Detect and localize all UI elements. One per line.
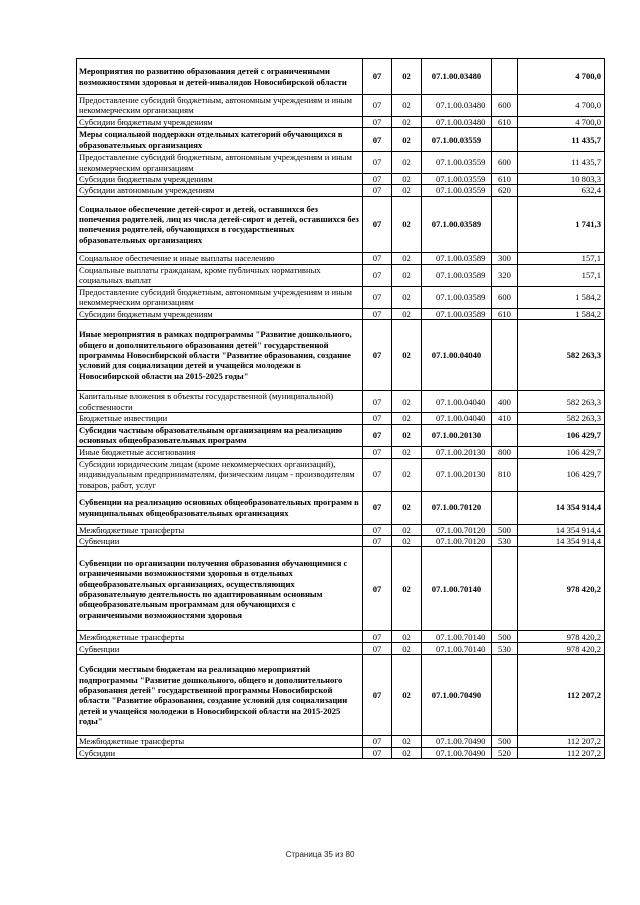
cell-name: Субсидии юридическим лицам (кроме некоммерческих организаций), индивидуальным предпринимателям, физическим лицам - производителям товаров, работ, услуг	[77, 458, 363, 491]
cell-target-article: 07.1.00.70120	[422, 491, 492, 524]
cell-subsection: 02	[392, 446, 422, 458]
cell-subsection: 02	[392, 631, 422, 643]
cell-section: 07	[363, 446, 392, 458]
budget-table	[76, 58, 605, 759]
cell-section: 07	[363, 747, 392, 758]
cell-amount: 582 263,3	[518, 391, 605, 413]
cell-amount: 4 700,0	[518, 116, 605, 127]
cell-target-article: 07.1.00.70120	[422, 536, 492, 547]
cell-subsection: 02	[392, 252, 422, 264]
table-row	[77, 736, 605, 747]
cell-expense-type: 620	[492, 185, 518, 196]
cell-subsection: 02	[392, 747, 422, 758]
cell-section: 07	[363, 391, 392, 413]
cell-section: 07	[363, 308, 392, 319]
table-row	[77, 413, 605, 424]
cell-target-article: 07.1.00.03559	[422, 152, 492, 174]
cell-subsection: 02	[392, 196, 422, 252]
cell-section: 07	[363, 286, 392, 308]
cell-name: Межбюджетные трансферты	[77, 736, 363, 747]
table-row	[77, 643, 605, 655]
cell-amount: 582 263,3	[518, 413, 605, 424]
page-footer: Страница 35 из 80	[285, 850, 355, 859]
cell-subsection: 02	[392, 286, 422, 308]
cell-target-article: 07.1.00.03589	[422, 196, 492, 252]
cell-amount: 14 354 914,4	[518, 536, 605, 547]
cell-name: Предоставление субсидий бюджетным, автономным учреждениям и иным некоммерческим организациям	[77, 95, 363, 117]
cell-amount: 978 420,2	[518, 631, 605, 643]
table-row	[77, 655, 605, 736]
cell-target-article: 07.1.00.70140	[422, 547, 492, 631]
table-row	[77, 491, 605, 524]
table-row	[77, 536, 605, 547]
cell-expense-type: 530	[492, 536, 518, 547]
table-row	[77, 446, 605, 458]
cell-amount: 582 263,3	[518, 320, 605, 391]
table-row	[77, 128, 605, 152]
cell-section: 07	[363, 655, 392, 736]
table-body	[77, 59, 605, 759]
cell-section: 07	[363, 152, 392, 174]
cell-target-article: 07.1.00.70490	[422, 655, 492, 736]
cell-section: 07	[363, 458, 392, 491]
cell-target-article: 07.1.00.20130	[422, 424, 492, 446]
cell-section: 07	[363, 59, 392, 95]
table-row	[77, 747, 605, 758]
cell-target-article: 07.1.00.20130	[422, 458, 492, 491]
cell-expense-type: 500	[492, 631, 518, 643]
cell-expense-type: 810	[492, 458, 518, 491]
cell-expense-type: 530	[492, 643, 518, 655]
cell-section: 07	[363, 413, 392, 424]
cell-target-article: 07.1.00.70140	[422, 631, 492, 643]
cell-subsection: 02	[392, 536, 422, 547]
cell-amount: 4 700,0	[518, 95, 605, 117]
cell-target-article: 07.1.00.20130	[422, 446, 492, 458]
cell-name: Субвенции по организации получения образования обучающимися с ограниченными возможностями здоровья в отдельных общеобразовательных организациях, осуществляющих образовательную деятельность по адаптированным основным общеобразовательным программам для обучающихся с ограниченными возможностями здоровья	[77, 547, 363, 631]
cell-subsection: 02	[392, 116, 422, 127]
cell-section: 07	[363, 185, 392, 196]
cell-amount: 106 429,7	[518, 446, 605, 458]
table-row	[77, 185, 605, 196]
table-row	[77, 308, 605, 319]
cell-section: 07	[363, 424, 392, 446]
cell-name: Межбюджетные трансферты	[77, 631, 363, 643]
cell-subsection: 02	[392, 736, 422, 747]
cell-subsection: 02	[392, 491, 422, 524]
cell-amount: 157,1	[518, 252, 605, 264]
cell-amount: 632,4	[518, 185, 605, 196]
cell-subsection: 02	[392, 413, 422, 424]
cell-amount: 112 207,2	[518, 747, 605, 758]
cell-target-article: 07.1.00.03589	[422, 286, 492, 308]
cell-expense-type: 320	[492, 264, 518, 286]
table-row	[77, 631, 605, 643]
cell-subsection: 02	[392, 264, 422, 286]
cell-target-article: 07.1.00.70140	[422, 643, 492, 655]
cell-amount: 1 584,2	[518, 308, 605, 319]
cell-expense-type: 600	[492, 152, 518, 174]
cell-amount: 157,1	[518, 264, 605, 286]
cell-target-article: 07.1.00.03559	[422, 185, 492, 196]
cell-expense-type	[492, 424, 518, 446]
cell-target-article: 07.1.00.03480	[422, 95, 492, 117]
cell-name: Предоставление субсидий бюджетным, автономным учреждениям и иным некоммерческим организациям	[77, 286, 363, 308]
cell-amount: 14 354 914,4	[518, 491, 605, 524]
cell-section: 07	[363, 631, 392, 643]
cell-amount: 1 584,2	[518, 286, 605, 308]
cell-subsection: 02	[392, 424, 422, 446]
cell-section: 07	[363, 320, 392, 391]
cell-expense-type	[492, 59, 518, 95]
cell-expense-type: 500	[492, 736, 518, 747]
cell-amount: 106 429,7	[518, 458, 605, 491]
cell-amount: 11 435,7	[518, 128, 605, 152]
cell-expense-type	[492, 320, 518, 391]
cell-subsection: 02	[392, 185, 422, 196]
cell-expense-type	[492, 655, 518, 736]
cell-name: Мероприятия по развитию образования детей с ограниченными возможностями здоровья и детей-инвалидов Новосибирской области	[77, 59, 363, 95]
cell-target-article: 07.1.00.03589	[422, 308, 492, 319]
cell-subsection: 02	[392, 95, 422, 117]
cell-subsection: 02	[392, 643, 422, 655]
table-row	[77, 286, 605, 308]
cell-expense-type	[492, 491, 518, 524]
cell-name: Предоставление субсидий бюджетным, автономным учреждениям и иным некоммерческим организациям	[77, 152, 363, 174]
cell-subsection: 02	[392, 524, 422, 535]
cell-name: Субвенции на реализацию основных общеобразовательных программ в муниципальных общеобразовательных организациях	[77, 491, 363, 524]
cell-amount: 978 420,2	[518, 643, 605, 655]
cell-subsection: 02	[392, 655, 422, 736]
cell-expense-type: 600	[492, 286, 518, 308]
cell-target-article: 07.1.00.04040	[422, 391, 492, 413]
cell-amount: 14 354 914,4	[518, 524, 605, 535]
cell-section: 07	[363, 547, 392, 631]
cell-name: Иные мероприятия в рамках подпрограммы "Развитие дошкольного, общего и дополнительного образования детей" государственной программы Новосибирской области "Развитие образования, создание условий для социализации детей и учащейся молодежи в Новосибирской области на 2015-2025 годы"	[77, 320, 363, 391]
table-row	[77, 458, 605, 491]
cell-amount: 1 741,3	[518, 196, 605, 252]
cell-amount: 4 700,0	[518, 59, 605, 95]
cell-target-article: 07.1.00.70490	[422, 747, 492, 758]
cell-section: 07	[363, 196, 392, 252]
table-row	[77, 196, 605, 252]
cell-name: Межбюджетные трансферты	[77, 524, 363, 535]
cell-section: 07	[363, 264, 392, 286]
cell-name: Субсидии местным бюджетам на реализацию мероприятий подпрограммы "Развитие дошкольного, общего и дополнительного образования детей" государственной программы Новосибирской области "Развитие образования, создание условий для социализации детей и учащейся молодежи в Новосибирской области на 2015-2025 годы"	[77, 655, 363, 736]
table-row	[77, 391, 605, 413]
cell-section: 07	[363, 643, 392, 655]
cell-expense-type: 300	[492, 252, 518, 264]
cell-subsection: 02	[392, 391, 422, 413]
cell-target-article: 07.1.00.03559	[422, 128, 492, 152]
cell-expense-type: 800	[492, 446, 518, 458]
cell-name: Социальные выплаты гражданам, кроме публичных нормативных социальных выплат	[77, 264, 363, 286]
cell-expense-type: 520	[492, 747, 518, 758]
cell-name: Социальное обеспечение и иные выплаты населению	[77, 252, 363, 264]
table-row	[77, 320, 605, 391]
table-row	[77, 424, 605, 446]
cell-target-article: 07.1.00.70120	[422, 524, 492, 535]
cell-name: Иные бюджетные ассигнования	[77, 446, 363, 458]
cell-name: Меры социальной поддержки отдельных категорий обучающихся в образовательных организациях	[77, 128, 363, 152]
table-row	[77, 252, 605, 264]
cell-expense-type: 610	[492, 174, 518, 185]
cell-name: Бюджетные инвестиции	[77, 413, 363, 424]
cell-target-article: 07.1.00.03589	[422, 252, 492, 264]
cell-target-article: 07.1.00.04040	[422, 413, 492, 424]
cell-name: Субсидии автономным учреждениям	[77, 185, 363, 196]
cell-name: Субсидии частным образовательным организациям на реализацию основных общеобразовательных программ	[77, 424, 363, 446]
cell-section: 07	[363, 491, 392, 524]
cell-amount: 10 803,3	[518, 174, 605, 185]
cell-amount: 106 429,7	[518, 424, 605, 446]
cell-name: Субсидии бюджетным учреждениям	[77, 308, 363, 319]
cell-section: 07	[363, 128, 392, 152]
cell-subsection: 02	[392, 458, 422, 491]
table-row	[77, 152, 605, 174]
cell-subsection: 02	[392, 152, 422, 174]
cell-amount: 11 435,7	[518, 152, 605, 174]
cell-expense-type	[492, 196, 518, 252]
cell-amount: 112 207,2	[518, 655, 605, 736]
cell-name: Субсидии	[77, 747, 363, 758]
table-row	[77, 264, 605, 286]
cell-subsection: 02	[392, 59, 422, 95]
cell-expense-type: 400	[492, 391, 518, 413]
cell-name: Субсидии бюджетным учреждениям	[77, 174, 363, 185]
cell-section: 07	[363, 174, 392, 185]
table-row	[77, 116, 605, 127]
cell-section: 07	[363, 252, 392, 264]
cell-target-article: 07.1.00.70490	[422, 736, 492, 747]
cell-expense-type: 410	[492, 413, 518, 424]
cell-subsection: 02	[392, 320, 422, 391]
cell-expense-type: 500	[492, 524, 518, 535]
cell-expense-type: 600	[492, 95, 518, 117]
cell-target-article: 07.1.00.04040	[422, 320, 492, 391]
cell-subsection: 02	[392, 308, 422, 319]
cell-subsection: 02	[392, 128, 422, 152]
cell-name: Субсидии бюджетным учреждениям	[77, 116, 363, 127]
cell-expense-type	[492, 128, 518, 152]
cell-target-article: 07.1.00.03559	[422, 174, 492, 185]
table-row	[77, 59, 605, 95]
cell-amount: 112 207,2	[518, 736, 605, 747]
cell-expense-type	[492, 547, 518, 631]
cell-name: Субвенции	[77, 643, 363, 655]
cell-section: 07	[363, 95, 392, 117]
cell-amount: 978 420,2	[518, 547, 605, 631]
cell-target-article: 07.1.00.03480	[422, 59, 492, 95]
cell-section: 07	[363, 116, 392, 127]
cell-expense-type: 610	[492, 308, 518, 319]
cell-section: 07	[363, 524, 392, 535]
cell-section: 07	[363, 736, 392, 747]
cell-expense-type: 610	[492, 116, 518, 127]
cell-target-article: 07.1.00.03480	[422, 116, 492, 127]
cell-subsection: 02	[392, 547, 422, 631]
cell-name: Субвенции	[77, 536, 363, 547]
table-row	[77, 95, 605, 117]
table-row	[77, 524, 605, 535]
cell-subsection: 02	[392, 174, 422, 185]
table-row	[77, 547, 605, 631]
table-row	[77, 174, 605, 185]
cell-name: Капитальные вложения в объекты государственной (муниципальной) собственности	[77, 391, 363, 413]
cell-target-article: 07.1.00.03589	[422, 264, 492, 286]
cell-name: Социальное обеспечение детей-сирот и детей, оставшихся без попечения родителей, лиц из числа детей-сирот и детей, оставшихся без попечения родителей, обучающихся в государственных образовательных организациях	[77, 196, 363, 252]
cell-section: 07	[363, 536, 392, 547]
